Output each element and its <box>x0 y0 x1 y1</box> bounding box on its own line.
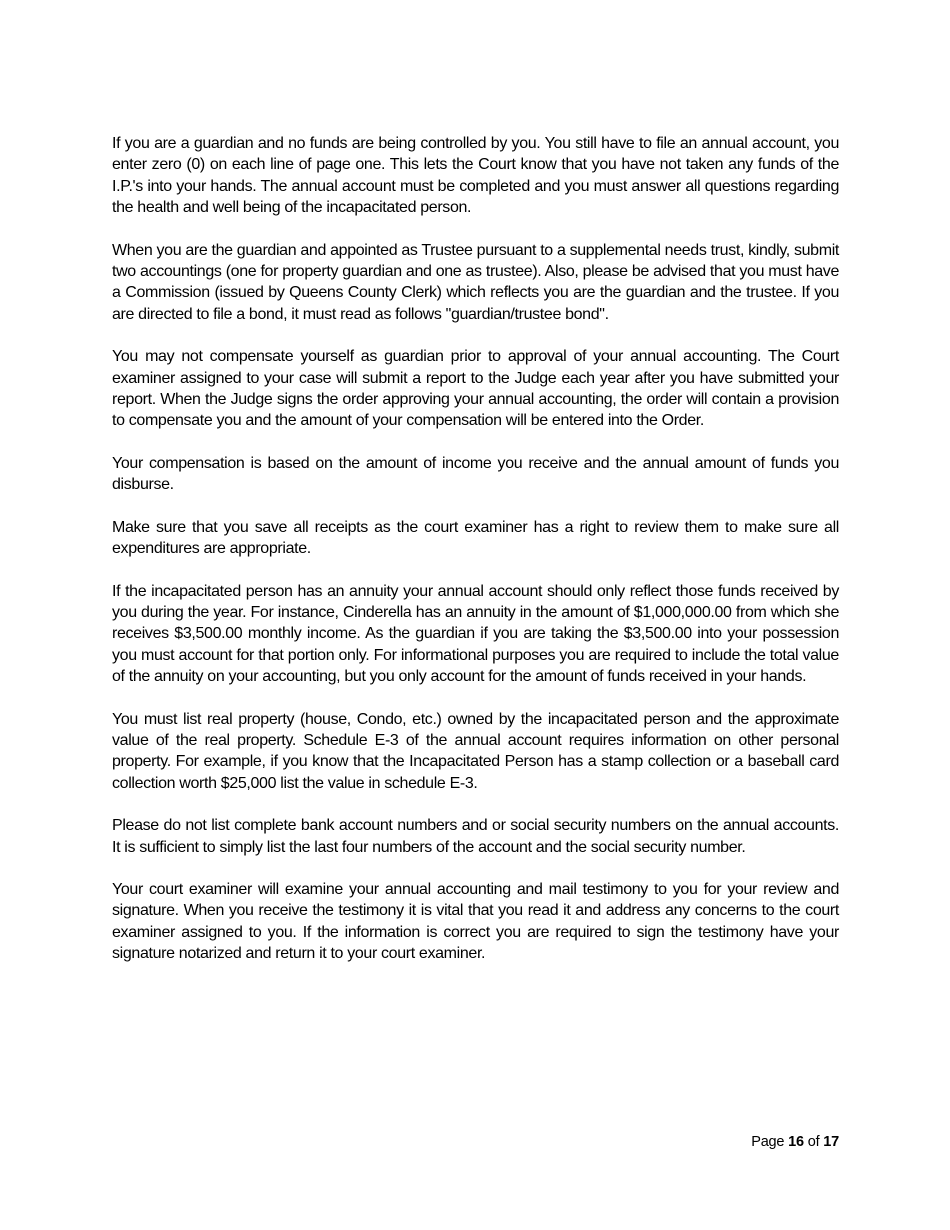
of-label: of <box>807 1134 820 1150</box>
paragraph-testimony: Your court examiner will examine your annual accounting and mail testimony to you for your review and signature. When you receive the testimony it is vital that you read it and address any concerns to the court examiner assigned to you. If the information is correct you are required to sign the testimony have your signature notarized and return it to your court examiner. <box>112 880 839 963</box>
paragraph-trustee: When you are the guardian and appointed as Trustee pursuant to a supplemental needs trust, kindly, submit two accountings (one for property guardian and one as trustee). Also, please be advised that you must have a Commission (issued by Queens County Clerk) which reflects you are the guardian and the trustee. If you are directed to file a bond, it must read as follows "guardian/trustee bond". <box>112 241 839 323</box>
document-body <box>112 133 839 986</box>
paragraph-compensation-basis: Your compensation is based on the amount of income you receive and the annual amount of funds you disburse. <box>112 454 839 494</box>
total-pages-number: 17 <box>823 1134 839 1150</box>
current-page-number: 16 <box>788 1134 804 1150</box>
page-number-footer <box>751 1132 839 1152</box>
paragraph-no-funds: If you are a guardian and no funds are being controlled by you. You still have to file an annual account, you enter zero (0) on each line of page one. This lets the Court know that you have not taken any funds of the I.P.'s into your hands. The annual account must be completed and you must answer all questions regarding the health and well being of the incapacitated person. <box>112 135 839 217</box>
paragraph-receipts: Make sure that you save all receipts as the court examiner has a right to review them to make sure all expenditures are appropriate. <box>112 518 839 558</box>
page-label: Page <box>751 1134 785 1150</box>
paragraph-annuity: If the incapacitated person has an annuity your annual account should only reflect those funds received by you during the year. For instance, Cinderella has an annuity in the amount of $1,000,000.00 from which she receives $3,500.00 monthly income. As the guardian if you are taking the $3,500.00 into your possession you must account for that portion only. For informational purposes you are required to include the total value of the annuity on your accounting, but you only account for the amount of funds received in your hands. <box>112 582 839 686</box>
paragraph-account-numbers: Please do not list complete bank account numbers and or social security numbers on the annual accounts. It is sufficient to simply list the last four numbers of the account and the social security number. <box>112 817 839 856</box>
paragraph-compensation-approval: You may not compensate yourself as guardian prior to approval of your annual accounting. The Court examiner assigned to your case will submit a report to the Judge each year after you have submitted your report. When the Judge signs the order approving your annual accounting, the order will contain a provision to compensate you and the amount of your compensation will be entered into the Order. <box>112 348 839 430</box>
paragraph-real-property: You must list real property (house, Condo, etc.) owned by the incapacitated person and the approximate value of the real property. Schedule E-3 of the annual account requires information on other personal property. For example, if you know that the Incapacitated Person has a stamp collection or a baseball card collection worth $25,000 list the value in schedule E-3. <box>112 710 839 792</box>
